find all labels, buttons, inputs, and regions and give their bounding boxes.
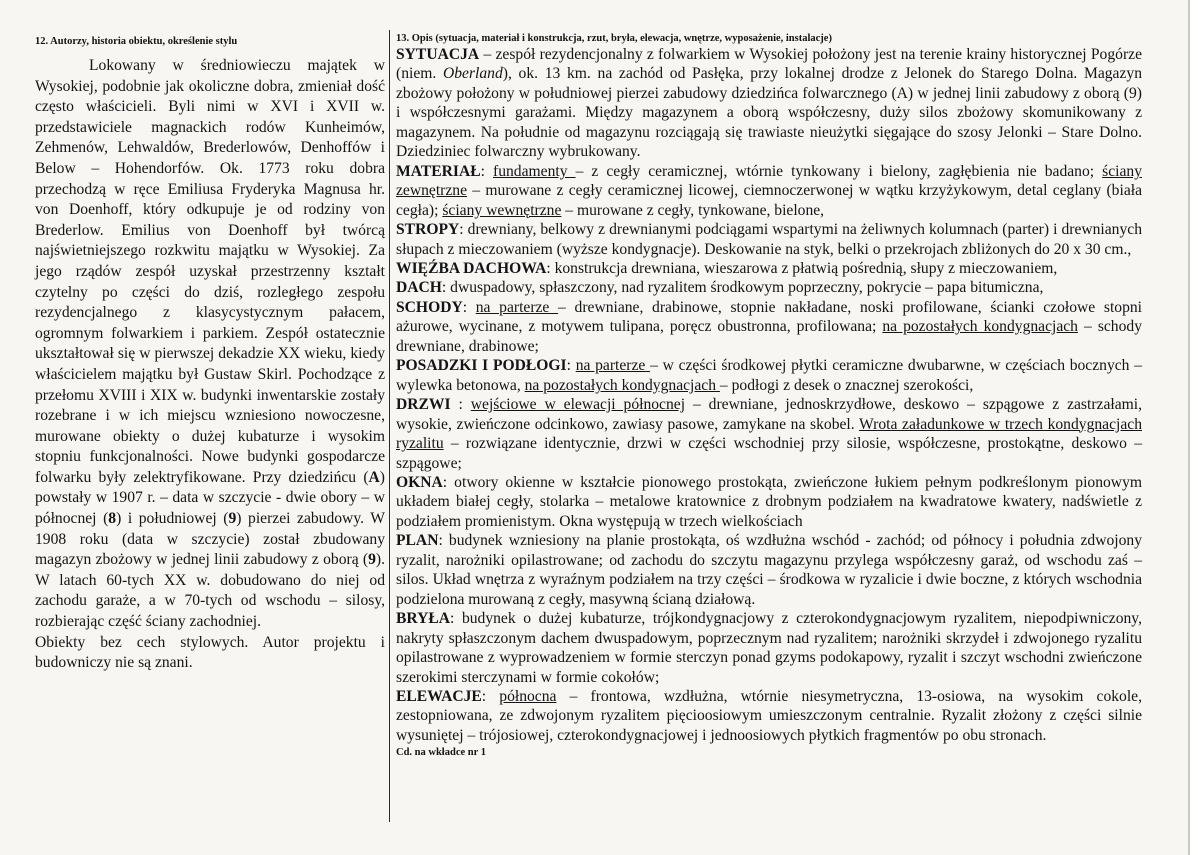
history-paragraph bbox=[35, 56, 385, 633]
drzwi-text-3: – rozwiązane identycznie, drzwi w części wschodniej przy silosie, współczesne, prostokątne, deskowo – szpągowe; bbox=[396, 435, 1142, 472]
material-sciany-zewn: ściany zewnętrzne bbox=[396, 162, 1142, 200]
history-text-5: ). W latach 60-tych XX w. dobudowano do niej od zachodu garaże, a w 70-tych od wschodu – silosy, rozbierając część ściany zachodniej. bbox=[35, 551, 385, 631]
schody-paragraph bbox=[396, 298, 1142, 356]
sytuacja-text-1: – zespół rezydencjonalny z folwarkiem w Wysokiej położony jest na terenie krainy historycznej Pogórze (niem. bbox=[396, 46, 1142, 83]
material-sciany-wewn: ściany wewnętrzne bbox=[442, 201, 562, 219]
wiezba-paragraph bbox=[396, 259, 1142, 278]
elewacje-paragraph bbox=[396, 687, 1142, 745]
bryla-text: : budynek o dużej kubaturze, trójkondygnacjowy z czterokondygnacjowym ryzalitem, niepodpiwniczony, nakryty spłaszczonym dachem dwuspadowym, poprzecznym nad ryzalitem; narożniki skrzydeł i zdwojonego ryzalitu opilastrowane z wyprowadzeniem w formie sterczyn ponad gzyms podokapowy, ryzalit i szczyt wschodni zwieńczone szerokimi sterczynami w formie cokołów; bbox=[396, 610, 1142, 686]
schody-text-3: – schody drewniane, drabinowe; bbox=[396, 318, 1142, 355]
section-12-header: 12. Autorzy, historia obiektu, określenie stylu bbox=[35, 36, 238, 47]
material-paragraph bbox=[396, 162, 1142, 220]
ref-a: A bbox=[368, 468, 380, 486]
page-edge bbox=[1188, 0, 1199, 855]
dach-paragraph bbox=[396, 278, 1142, 297]
material-label: MATERIAŁ bbox=[396, 162, 481, 180]
elewacje-label: ELEWACJE bbox=[396, 687, 482, 705]
okna-paragraph bbox=[396, 473, 1142, 531]
drzwi-label: DRZWI bbox=[396, 396, 451, 414]
drzwi-text-1: : bbox=[450, 396, 471, 414]
material-fundamenty: fundamenty bbox=[493, 162, 576, 180]
material-text-2: – z cegły ceramicznej, wtórnie tynkowany i bielony, zagłębienia nie badano; bbox=[575, 162, 1103, 180]
ref-9: 9 bbox=[228, 510, 237, 528]
wiezba-label: WIĘŹBA DACHOWA bbox=[396, 259, 547, 277]
continuation-note: Cd. na wkładce nr 1 bbox=[396, 747, 486, 759]
history-text: Lokowany w średniowieczu majątek w Wysokiej, podobnie jak okoliczne dobra, zmieniał dość często właścicieli. Byli nimi w XVI i XVII w. przedstawiciele magnackich rodów Kunheimów, Zehmenów, Lehwaldów, Brederlowów, Denhoffów i Below – Hohendorfów. Ok. 1773 roku dobra przechodzą w ręce Emiliusa Fryderyka Magnusa hr. von Doenhoff, który odkupuje je od rodziny von Brederlow. Emilius von Doenhoff był twórcą najświetniejszego rozkwitu majątku w Wysokiej. Za jego rządów zespół uzyskał przestrzenny kształt czytelny po części do dziś, rozległego zespołu rezydencjalnego z klasycystycznym pałacem, ogromnym folwarkiem i parkiem. Zespół ostatecznie ukształtował się w pierwszej dekadzie XX wieku, kiedy właścicielem majątku był Gustaw Skirl. Pochodzące z przełomu XVIII i XIX w. budynki inwentarskie zostały rozebrane i w ich miejscu wzniesiono nowoczesne, murowane obiekty o dużej kubaturze i wysokim stopniu funkcjonalności. Nowe budynki gospodarcze folwarku były zelektryfikowane. Przy dziedzińcu bbox=[35, 57, 385, 486]
elewacje-polnocna: północna bbox=[499, 687, 557, 705]
posadzki-text-2: – w części środkowej płytki ceramiczne dwubarwne, w częściach bocznych – wylewka betonowa, bbox=[396, 357, 1142, 394]
section-13-header: 13. Opis (sytuacja, materiał i konstrukcja, rzut, bryła, elewacja, wnętrze, wyposażenie, instalacje) bbox=[396, 33, 832, 44]
posadzki-label: POSADZKI I PODŁOGI bbox=[396, 357, 567, 375]
elewacje-text-2: – frontowa, wzdłużna, wtórnie niesymetryczna, 13-osiowa, na wysokim cokole, zestopniowana, ze zdwojonym ryzalitem pięcioosiowym umieszczonym centralnie. Ryzalit złożony z części silnie wysuniętej – trójosiowej, czterokondygnacjowej i jednoosiowych płytkich fragmentów po obu stronach. bbox=[396, 687, 1143, 744]
plan-paragraph bbox=[396, 531, 1142, 609]
history-text-2: ) powstały w 1907 r. – data w szczycie - dwie obory – w północnej ( bbox=[35, 468, 385, 528]
posadzki-parter: na parterze bbox=[575, 357, 651, 375]
dach-label: DACH bbox=[396, 279, 442, 297]
sytuacja-text-2: ), ok. 13 km. na zachód od Pasłęka, przy lokalnej drodze z Jelonek do Starego Dolna. Magazyn zbożowy położony w południowej pierzei zabudowy dziedzińca folwarcznego (A) w jednej linii zabudowy z oborą (9) i współczesnymi garażami. Między magazynem a oborą współczesny, duży silos zbożowy skomunikowany z magazynem. Na południe od magazynu rozciągają się trawiaste nieużytki sięgające do szosy Jelonki – Stare Dolno. Dziedziniec folwarczny wybrukowany. bbox=[396, 65, 1142, 161]
column-divider bbox=[389, 30, 390, 822]
stropy-text: : drewniany, belkowy z drewnianymi podciągami wspartymi na żeliwnych kolumnach (parter) i drewnianych słupach z mieczowaniem (wyższe kondygnacje). Deskowanie na styk, belki o przekrojach zbliżonych do 20 x 30 cm., bbox=[396, 221, 1142, 258]
schody-pozostale: na pozostałych kondygnacjach bbox=[882, 318, 1078, 336]
stropy-paragraph bbox=[396, 220, 1142, 259]
material-text-1: : bbox=[480, 162, 494, 180]
section-12 bbox=[35, 36, 385, 674]
plan-text: : budynek wzniesiony na planie prostokąta, oś wzdłużna wschód - zachód; od północy i południa zdwojony ryzalit, narożniki opilastrowane; od zachodu do szczytu magazynu przylega współczesny garaż, od wschodu zaś – silos. Układ wnętrza z wyraźnym podziałem na trzy części – środkowa w ryzalicie i dwie boczne, z których wschodnia podzielona murowaną z cegły, masywną ścianą działową. bbox=[396, 532, 1142, 608]
schody-parter: na parterze bbox=[475, 298, 559, 316]
paren: ( bbox=[363, 468, 369, 486]
sytuacja-paragraph bbox=[396, 45, 1142, 162]
style-paragraph: Obiekty bez cech stylowych. Autor projektu i budowniczy nie są znani. bbox=[35, 633, 385, 672]
material-text-4: – murowane z cegły, tynkowane, bielone, bbox=[561, 201, 825, 219]
plan-label: PLAN bbox=[396, 532, 439, 550]
sytuacja-italic: Oberland bbox=[442, 65, 503, 83]
posadzki-text-1: : bbox=[566, 357, 576, 375]
section-13 bbox=[396, 33, 1142, 760]
posadzki-paragraph bbox=[396, 356, 1142, 395]
schody-label: SCHODY bbox=[396, 298, 463, 316]
elewacje-text-1: : bbox=[481, 687, 500, 705]
drzwi-text-2: – drewniane, jednoskrzydłowe, deskowo – szpągowe z zastrzałami, wysokie, zwieńczone odcinkowo, zawiasy pasowe, zamykane na skobel. bbox=[396, 396, 1142, 433]
posadzki-text-3: – podłogi z desek o znacznej szerokości, bbox=[719, 376, 974, 394]
drzwi-paragraph bbox=[396, 395, 1142, 473]
drzwi-wrota: Wrota załadunkowe w trzech kondygnacjach ryzalitu bbox=[396, 415, 1142, 453]
dach-text: : dwuspadowy, spłaszczony, nad ryzalitem środkowym poprzeczny, pokrycie – papa bitumiczna, bbox=[441, 279, 1044, 297]
wiezba-text: : konstrukcja drewniana, wieszarowa z płatwią pośrednią, słupy z mieczowaniem, bbox=[546, 259, 1058, 277]
schody-text-1: : bbox=[462, 298, 476, 316]
material-text-3: – murowane z cegły ceramicznej licowej, ciemnoczerwonej w wątku krzyżykowym, detal ceglany (biała cegła); bbox=[396, 182, 1142, 219]
history-text-3: ) i południowej ( bbox=[116, 510, 229, 528]
bryla-paragraph bbox=[396, 609, 1142, 687]
okna-label: OKNA bbox=[396, 473, 443, 491]
stropy-label: STROPY bbox=[396, 221, 460, 239]
history-text-4: ) pierzei zabudowy. W 1908 roku (data w szczycie) został zbudowany magazyn zbożowy w jednej linii zabudowy z oborą ( bbox=[35, 510, 386, 569]
bryla-label: BRYŁA bbox=[396, 610, 451, 628]
ref-9b: 9 bbox=[368, 551, 376, 569]
schody-text-2: – drewniane, drabinowe, stopnie nakładane, noski profilowane, ścianki czołowe stopni ażurowe, wycinane, z motywem tulipana, poręcz obustronna, profilowana; bbox=[396, 298, 1142, 336]
sytuacja-label: SYTUACJA bbox=[396, 46, 480, 63]
okna-text: : otwory okienne w kształcie pionowego prostokąta, zwieńczone łukiem pełnym podkreślonym pionowym układem białej cegły, stolarka – metalowe kratownice z drobnym podziałem na kwadratowe kwatery, nadświetle z podziałem promienistym. Okna występują w trzech wielkościach bbox=[396, 473, 1142, 530]
drzwi-wejsciowe: wejściowe w elewacji północnej bbox=[470, 396, 686, 414]
posadzki-pozostale: na pozostałych kondygnacjach bbox=[524, 376, 720, 394]
ref-8: 8 bbox=[108, 510, 117, 528]
